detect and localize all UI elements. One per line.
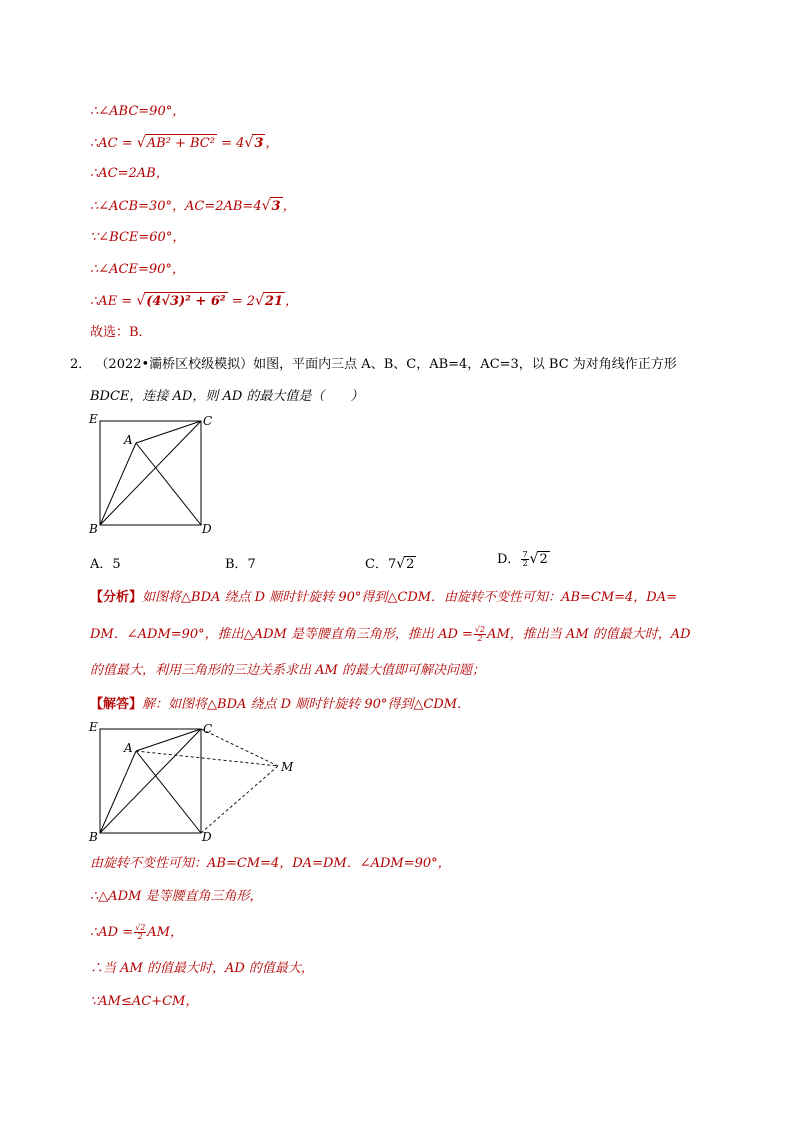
diagonal-bc (100, 421, 201, 525)
sqrt-radicand: 21 (264, 294, 284, 309)
fraction: $\frac{7}{2}$ (522, 550, 528, 568)
answer-line-1: 【解答】解：如图将△BDA 绕点 D 顺时针旋转 90°得到△CDM． (90, 697, 471, 712)
fraction: $\frac{√2}{2}$ (135, 923, 146, 941)
prev-line-1: ∴∠ABC=90°， (90, 104, 186, 119)
prev-line-8: 故选：B． (90, 325, 152, 340)
sqrt-radicand: AB² + BC² (146, 136, 215, 151)
label-e: E (89, 412, 98, 426)
option-c[interactable]: C．7√2 (365, 556, 415, 572)
solution-line-1: 由旋转不变性可知：AB=CM=4，DA=DM．∠ADM=90°， (90, 856, 451, 871)
segment-ab (100, 443, 136, 525)
option-a[interactable]: A．5 (90, 557, 121, 572)
fraction: $\frac{√2}{2}$ (474, 625, 486, 643)
sqrt-symbol: √ (396, 556, 406, 572)
segment-ac (136, 729, 201, 751)
label-a: A (124, 741, 133, 755)
segment-ad (136, 751, 201, 833)
solution-line-3: ∴AD = $\frac{√2}{2}$ AM， (90, 923, 183, 941)
option-d[interactable]: D． $\frac{7}{2}$ √2 (497, 550, 548, 568)
label-b: B (89, 830, 98, 844)
prev-line-2: ∴AC = √AB² + BC² = 4√3 ， (90, 135, 279, 151)
dashed-dm (201, 766, 278, 833)
option-b[interactable]: B．7 (225, 557, 256, 572)
sqrt-symbol: √ (261, 198, 271, 214)
solution-line-4: ∴当 AM 的值最大时，AD 的值最大， (90, 961, 314, 976)
label-a: A (124, 433, 133, 447)
question-line-1: 2． （2022•灞桥区校级模拟）如图，平面内三点 A、B、C，AB=4，AC=3，以 BC 为对角线作正方形 (70, 357, 677, 372)
label-d: D (202, 830, 212, 844)
question-line-2: BDCE，连接 AD，则 AD 的最大值是（ ） (90, 389, 364, 404)
dashed-cm (201, 729, 278, 766)
label-c: C (203, 414, 213, 428)
analysis-line-2: DM．∠ADM=90°，推出△ADM 是等腰直角三角形，推出 AD = $\frac{√2}{2}$ AM，推出当 AM 的值最大时，AD (90, 625, 691, 643)
sqrt-symbol: √ (244, 135, 254, 151)
figure-square-1 (86, 410, 226, 536)
sqrt-symbol: √ (136, 135, 146, 151)
sqrt-symbol: √ (136, 293, 146, 309)
diagonal-bc (100, 729, 201, 833)
dashed-am (136, 751, 278, 766)
segment-ad (136, 443, 201, 525)
sqrt-radicand: 3 (254, 136, 264, 151)
label-m: M (281, 760, 294, 774)
sqrt-symbol: √ (255, 293, 264, 309)
segment-ab (100, 751, 136, 833)
prev-line-6: ∴∠ACE=90°， (90, 262, 185, 277)
sqrt-radicand: 3 (271, 199, 281, 214)
label-d: D (202, 522, 212, 536)
analysis-line-1: 【分析】如图将△BDA 绕点 D 顺时针旋转 90°得到△CDM．由旋转不变性可知：AB=CM=4，DA= (90, 590, 678, 605)
prev-line-3: ∴AC=2AB， (90, 166, 169, 181)
sqrt-symbol: √ (529, 551, 539, 567)
solution-line-2: ∴△ADM 是等腰直角三角形， (90, 889, 263, 904)
prev-line-5: ∵∠BCE=60°， (90, 230, 186, 245)
prev-line-4: ∴∠ACB=30°，AC=2AB=4√3 ， (90, 198, 296, 214)
segment-ac (136, 421, 201, 443)
figure-square-2 (86, 718, 306, 844)
analysis-line-3: 的值最大，利用三角形的三边关系求出 AM 的最大值即可解决问题； (90, 663, 485, 678)
sqrt-radicand: (4√3)² + 6² (146, 294, 226, 309)
solution-line-5: ∵AM≤AC+CM， (90, 994, 199, 1009)
answer-tag: 【解答】 (90, 697, 143, 712)
label-c: C (203, 722, 213, 736)
prev-line-7: ∴AE = √(4√3)² + 6² = 2√21 ， (90, 293, 299, 309)
question-number: 2． (70, 357, 92, 372)
label-e: E (89, 720, 98, 734)
label-b: B (89, 522, 98, 536)
analysis-tag: 【分析】 (90, 590, 143, 605)
